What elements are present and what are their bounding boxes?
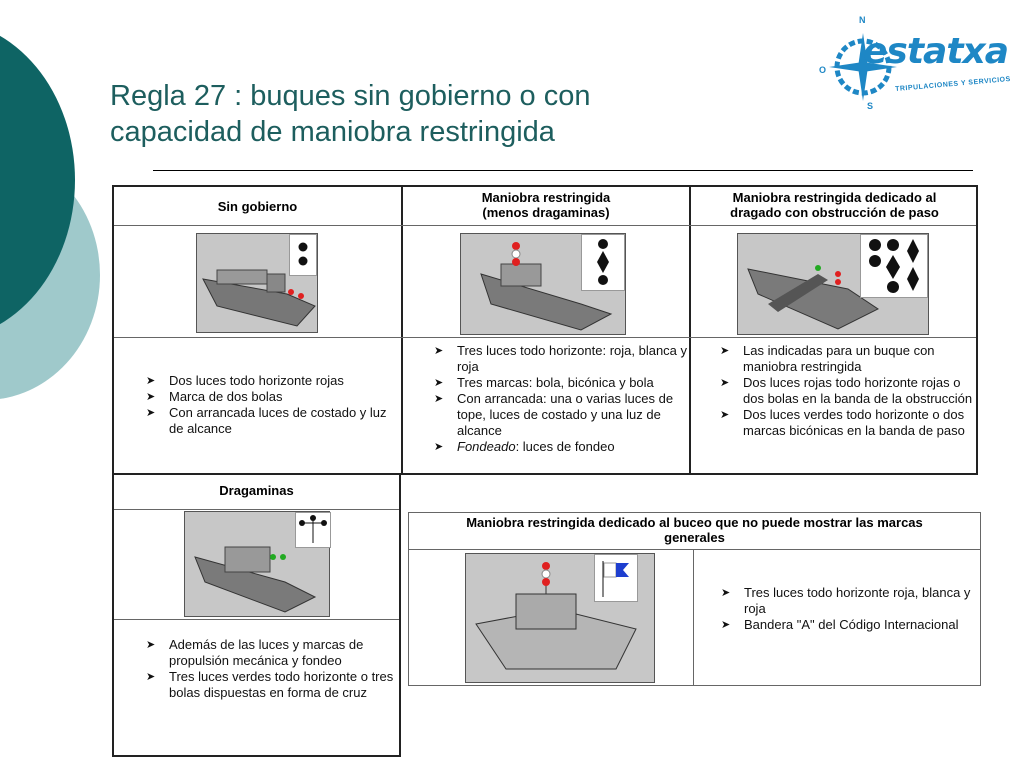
- point: ➤ Tres luces verdes todo horizonte o tres bolas dispuestas en forma de cruz: [144, 669, 399, 701]
- compass-s: S: [867, 101, 874, 111]
- buceo-points: [719, 585, 979, 633]
- three-balls-cross-icon: [296, 513, 330, 547]
- row-divider: [409, 549, 980, 550]
- header-line: (menos dragaminas): [482, 205, 610, 220]
- point-rest: : luces de fondeo: [515, 439, 615, 454]
- slide-title: [110, 78, 710, 150]
- sin-gobierno-header: Sin gobierno: [217, 199, 298, 214]
- slide-title-line1: Regla 27 : buques sin gobierno o con: [110, 80, 591, 112]
- two-balls-icon: [290, 235, 316, 275]
- balls-and-bicones-icon: [861, 235, 927, 297]
- point-italic: Fondeado: [457, 439, 516, 454]
- dragaminas-header: Dragaminas: [219, 483, 294, 498]
- slide-title-line2: capacidad de maniobra restringida: [110, 116, 555, 148]
- maniobra-restringida-points: [432, 343, 688, 455]
- row-divider: [114, 337, 976, 338]
- header-line: Maniobra restringida: [481, 190, 611, 205]
- dragaminas-table: [112, 473, 401, 757]
- flag-box: [594, 554, 638, 602]
- flag-a-icon: [595, 555, 637, 601]
- header-line: Maniobra restringida dedicado al: [732, 190, 937, 205]
- dayshape-box: [295, 512, 331, 548]
- col-divider: [693, 549, 694, 685]
- point: ➤ Dos luces todo horizonte rojas: [144, 373, 394, 389]
- logo-wordmark: estatxa: [863, 31, 1009, 72]
- rules-table-upper: [112, 185, 978, 475]
- point: ➤ Con arrancada luces de costado y luz de alcance: [144, 405, 394, 437]
- maniobra-restringida-image: [460, 233, 626, 335]
- point: [432, 439, 688, 455]
- title-divider: [153, 170, 973, 171]
- col-divider: [401, 187, 403, 473]
- point: ➤ Dos luces verdes todo horizonte o dos marcas bicónicas en la banda de paso: [718, 407, 976, 439]
- point: ➤ Las indicadas para un buque con maniobra restringida: [718, 343, 976, 375]
- row-divider: [114, 225, 976, 226]
- compass-n: N: [859, 15, 866, 25]
- dragado-image: [737, 233, 929, 335]
- point: ➤ Bandera "A" del Código Internacional: [719, 617, 979, 633]
- maniobra-restringida-header: [403, 190, 689, 220]
- dragaminas-points: [144, 637, 399, 701]
- buceo-header: [409, 515, 980, 545]
- dragaminas-image: [184, 511, 330, 617]
- dayshape-box: [860, 234, 928, 298]
- sin-gobierno-image: [196, 233, 318, 333]
- point: ➤ Tres luces todo horizonte roja, blanca y roja: [719, 585, 979, 617]
- point: ➤ Con arrancada: una o varias luces de tope, luces de costado y una luz de alcance: [432, 391, 688, 439]
- dragado-header: [691, 190, 978, 220]
- header-line: Maniobra restringida dedicado al buceo que no puede mostrar las marcas: [466, 515, 923, 530]
- point: ➤ Además de las luces y marcas de propulsión mecánica y fondeo: [144, 637, 399, 669]
- dayshape-box: [581, 234, 625, 291]
- compass-o: O: [819, 65, 827, 75]
- header-line: generales: [664, 530, 725, 545]
- logo-tagline: TRIPULACIONES Y SERVICIOS: [894, 75, 1012, 94]
- col-divider: [689, 187, 691, 473]
- row-divider: [114, 619, 399, 620]
- ball-diamond-ball-icon: [582, 235, 624, 290]
- point: ➤ Tres luces todo horizonte: roja, blanca y roja: [432, 343, 688, 375]
- point: ➤ Marca de dos bolas: [144, 389, 394, 405]
- header-line: dragado con obstrucción de paso: [730, 205, 939, 220]
- row-divider: [114, 509, 399, 510]
- estatxa-logo: [815, 15, 1015, 115]
- dragado-points: [718, 343, 976, 439]
- point: ➤ Tres marcas: bola, bicónica y bola: [432, 375, 688, 391]
- buceo-image: [465, 553, 655, 683]
- point: ➤ Dos luces rojas todo horizonte rojas o dos bolas en la banda de la obstrucción: [718, 375, 976, 407]
- dayshape-box: [289, 234, 317, 276]
- buceo-table: [408, 512, 981, 686]
- sin-gobierno-points: [144, 373, 394, 437]
